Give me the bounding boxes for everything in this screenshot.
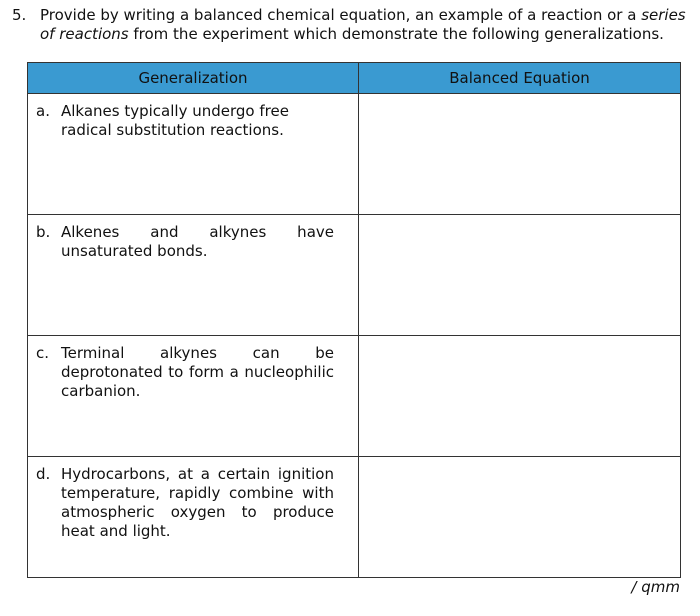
score-footer: / qmm xyxy=(631,578,680,596)
generalization-cell-c xyxy=(28,336,359,457)
question-text-italic: series of reactions xyxy=(40,6,686,43)
header-balanced-equation: Balanced Equation xyxy=(359,63,681,94)
balanced-equation-answer-a[interactable] xyxy=(359,94,680,102)
balanced-equation-answer-b[interactable] xyxy=(359,215,680,223)
table-row xyxy=(28,94,681,215)
balanced-equation-cell-a[interactable] xyxy=(359,94,681,215)
generalization-text-c: Terminal alkynes can be deprotonated to form a nucleophilic carbanion. xyxy=(61,344,334,400)
generalization-cell-b xyxy=(28,215,359,336)
table-row xyxy=(28,457,681,578)
question-text-part-1: Provide by writing a balanced chemical equation, an example of a reaction or a xyxy=(40,6,642,24)
table-row xyxy=(28,336,681,457)
question-text-part-2: from the experiment which demonstrate the following generalizations. xyxy=(128,25,664,43)
question-prompt xyxy=(12,6,694,44)
question-number: 5. xyxy=(12,6,27,24)
question-text xyxy=(40,6,694,44)
row-letter-c: c. xyxy=(36,344,50,362)
row-letter-b: b. xyxy=(36,223,51,241)
table-row xyxy=(28,215,681,336)
balanced-equation-answer-d[interactable] xyxy=(359,457,680,465)
table-header-row xyxy=(28,63,681,94)
generalization-text-d: Hydrocarbons, at a certain ignition temperature, rapidly combine with atmospheric oxygen to produce heat and light. xyxy=(61,465,334,540)
balanced-equation-cell-b[interactable] xyxy=(359,215,681,336)
generalization-text-b: Alkenes and alkynes have unsaturated bonds. xyxy=(61,223,334,260)
balanced-equation-cell-c[interactable] xyxy=(359,336,681,457)
balanced-equation-answer-c[interactable] xyxy=(359,336,680,344)
row-letter-d: d. xyxy=(36,465,51,483)
row-letter-a: a. xyxy=(36,102,50,120)
balanced-equation-cell-d[interactable] xyxy=(359,457,681,578)
header-generalization: Generalization xyxy=(28,63,359,94)
generalization-cell-a xyxy=(28,94,359,215)
generalization-text-a: Alkanes typically undergo free radical substitution reactions. xyxy=(61,102,289,139)
generalization-table xyxy=(27,62,681,578)
generalization-cell-d xyxy=(28,457,359,578)
